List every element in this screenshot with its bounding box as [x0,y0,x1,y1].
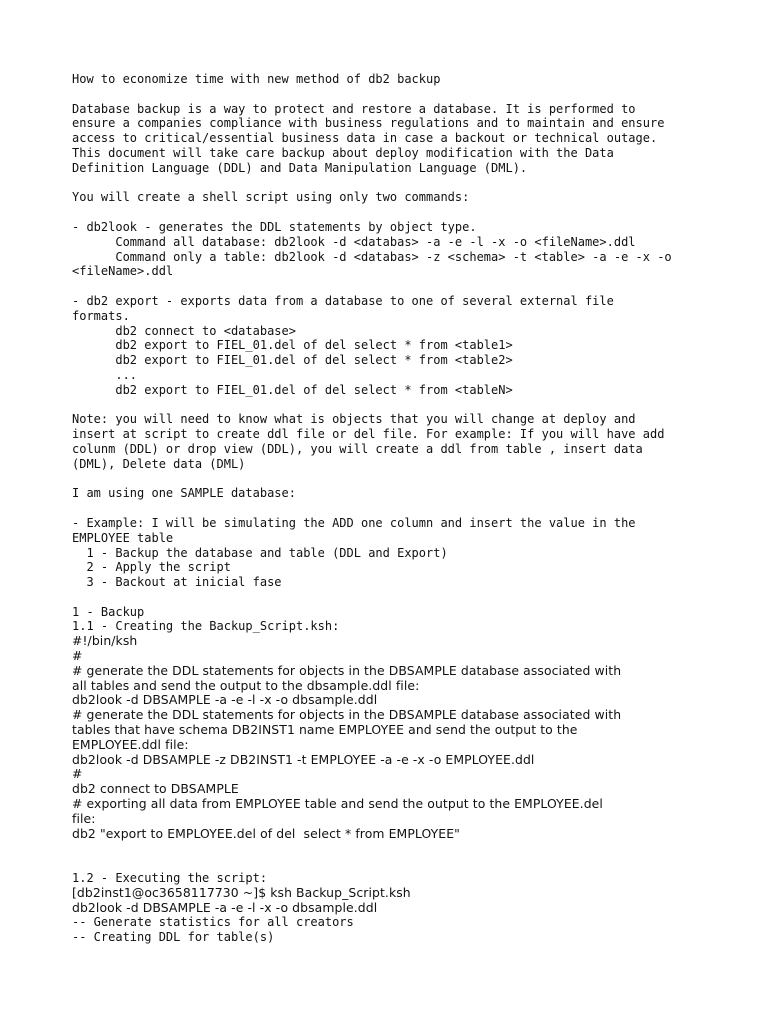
text-line: -- Creating DDL for table(s) [72,930,275,945]
blank-line [72,501,752,516]
text-line: file: [72,810,96,826]
text-line: - Example: I will be simulating the ADD one column and insert the value in the [72,515,636,530]
text-line: db2 connect to DBSAMPLE [72,781,239,797]
text-line: Command all database: db2look -d <databas> -a -e -l -x -o <fileName>.ddl [72,234,636,249]
text-line: # [72,648,83,664]
text-line: 2 - Apply the script [72,560,231,575]
text-line: # [72,766,83,782]
text-line: 3 - Backout at inicial fase [72,575,282,590]
text-line: - db2 export - exports data from a database to one of several external file [72,293,614,308]
text-line: insert at script to create ddl file or del file. For example: If you will have add [72,427,665,442]
text-line: I am using one SAMPLE database: [72,486,296,501]
blank-line [72,87,752,102]
document-page [72,72,752,945]
text-line: db2 "export to EMPLOYEE.del of del select * from EMPLOYEE" [72,825,460,841]
blank-line [72,398,752,413]
text-line: Command only a table: db2look -d <databas> -z <schema> -t <table> -a -e -x -o [72,249,672,264]
text-line: 1 - Backup [72,604,145,619]
text-line: formats. [72,308,130,323]
blank-line [72,279,752,294]
text-line: This document will take care backup about deploy modification with the Data [72,145,614,160]
text-line: db2look -d DBSAMPLE -a -e -l -x -o dbsample.ddl [72,899,378,915]
text-line: all tables and send the output to the dbsample.ddl file: [72,677,420,693]
text-line: Note: you will need to know what is objects that you will change at deploy and [72,412,636,427]
text-line: # generate the DDL statements for objects in the DBSAMPLE database associated with [72,707,622,723]
text-line: db2look -d DBSAMPLE -a -e -l -x -o dbsample.ddl [72,692,378,708]
text-line: 1.1 - Creating the Backup_Script.ksh: [72,619,340,634]
text-line: How to economize time with new method of db2 backup [72,72,441,86]
text-line: EMPLOYEE table [72,530,174,545]
text-line: tables that have schema DB2INST1 name EMPLOYEE and send the output to the [72,722,578,738]
text-line: [db2inst1@oc3658117730 ~]$ ksh Backup_Script.ksh [72,884,411,900]
text-line: You will create a shell script using only two commands: [72,190,470,205]
text-line: -- Generate statistics for all creators [72,915,354,930]
blank-line [72,472,752,487]
text-line: db2 export to FIEL_01.del of del select * from <table2> [72,353,513,368]
text-line: db2look -d DBSAMPLE -z DB2INST1 -t EMPLOYEE -a -e -x -o EMPLOYEE.ddl [72,751,535,767]
text-line: access to critical/essential business data in case a backout or technical outage. [72,131,658,146]
text-line: EMPLOYEE.ddl file: [72,736,189,752]
text-line: # generate the DDL statements for objects in the DBSAMPLE database associated with [72,662,622,678]
text-line: db2 export to FIEL_01.del of del select * from <table1> [72,338,513,353]
text-line: Definition Language (DDL) and Data Manipulation Language (DML). [72,160,528,175]
text-line: db2 connect to <database> [72,323,296,338]
blank-line [72,590,752,605]
text-line: ensure a companies compliance with business regulations and to maintain and ensure [72,116,665,131]
text-line: db2 export to FIEL_01.del of del select * from <tableN> [72,382,513,397]
text-line: 1 - Backup the database and table (DDL and Export) [72,545,448,560]
text-line: #!/bin/ksh [72,633,138,649]
blank-line [72,841,752,856]
blank-line [72,205,752,220]
text-line: (DML), Delete data (DML) [72,456,246,471]
text-line: 1.2 - Executing the script: [72,871,268,886]
text-line: <fileName>.ddl [72,264,174,279]
text-line: Database backup is a way to protect and restore a database. It is performed to [72,101,636,116]
text-line: - db2look - generates the DDL statements by object type. [72,219,477,234]
blank-line [72,856,752,871]
text-line: colunm (DDL) or drop view (DDL), you will create a ddl from table , insert data [72,441,643,456]
text-line: # exporting all data from EMPLOYEE table and send the output to the EMPLOYEE.del [72,796,603,812]
text-line: ... [72,367,138,382]
blank-line [72,176,752,191]
